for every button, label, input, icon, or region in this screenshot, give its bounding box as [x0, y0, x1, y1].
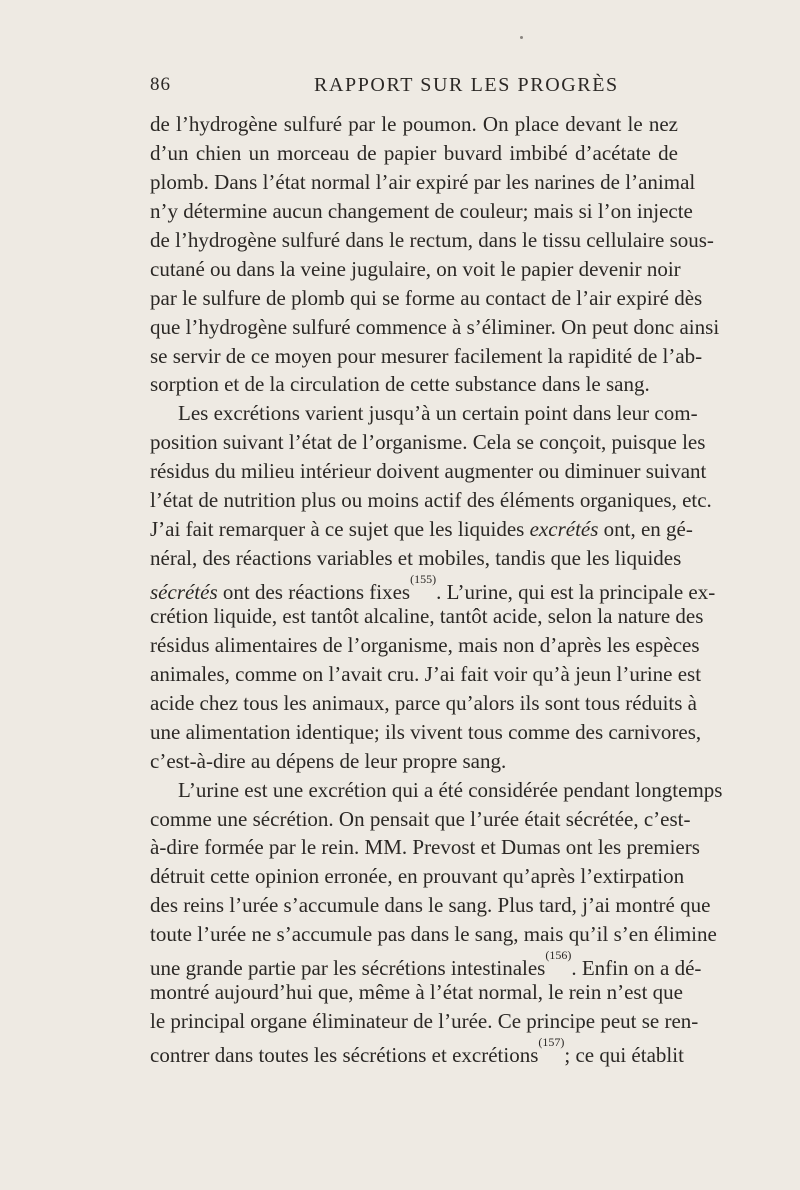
text-line: d’un chien un morceau de papier buvard imbibé d’acétate de: [150, 140, 678, 165]
text-line: position suivant l’état de l’organisme. Cela se conçoit, puisque les: [150, 430, 706, 455]
italic-term: excrétés: [529, 517, 599, 542]
page-number: 86: [150, 74, 171, 95]
paper-speck: [520, 36, 523, 39]
text-segment: ont des réactions fixes: [222, 580, 411, 604]
text-line: [150, 1035, 684, 1067]
text-segment: une grande partie par les sécrétions intestinales: [150, 956, 546, 981]
text-line: l’état de nutrition plus ou moins actif des éléments organiques, etc.: [150, 488, 712, 513]
text-line: [150, 515, 693, 544]
text-segment: J’ai fait remarquer à ce sujet que les liquides: [150, 517, 525, 542]
text-line: résidus alimentaires de l’organisme, mais non d’après les espèces: [150, 632, 700, 657]
text-line: par le sulfure de plomb qui se forme au contact de l’air expiré dès: [150, 285, 703, 310]
text-line: animales, comme on l’avait cru. J’ai fait voir qu’à jeun l’urine est: [150, 661, 702, 686]
text-line: [150, 948, 702, 981]
text-line: acide chez tous les animaux, parce qu’alors ils sont tous réduits à: [150, 690, 698, 715]
text-segment: ; ce qui établit: [564, 1043, 684, 1067]
text-line: de l’hydrogène sulfuré dans le rectum, dans le tissu cellulaire sous-: [150, 227, 714, 252]
text-line: une alimentation identique; ils vivent tous comme des carnivores,: [150, 719, 702, 744]
text-line: se servir de ce moyen pour mesurer facilement la rapidité de l’ab-: [150, 343, 703, 368]
text-line: [150, 572, 716, 604]
text-line: sorption et de la circulation de cette substance dans le sang.: [150, 372, 650, 397]
text-line: comme une sécrétion. On pensait que l’urée était sécrétée, c’est-: [150, 806, 691, 831]
text-line: plomb. Dans l’état normal l’air expiré par les narines de l’animal: [150, 169, 696, 194]
text-line: n’y détermine aucun changement de couleur; mais si l’on injecte: [150, 198, 693, 223]
text-segment: ont, en gé-: [603, 517, 693, 542]
text-line: toute l’urée ne s’accumule pas dans le sang, mais qu’il s’en élimine: [150, 922, 717, 947]
text-segment: contrer dans toutes les sécrétions et excrétions: [150, 1043, 539, 1067]
text-line: Les excrétions varient jusqu’à un certain point dans leur com-: [178, 401, 698, 426]
text-line: le principal organe éliminateur de l’urée. Ce principe peut se ren-: [150, 1009, 699, 1034]
text-segment: . Enfin on a dé-: [571, 956, 702, 981]
footnote-ref: (157): [538, 1035, 565, 1049]
text-segment: . L’urine, qui est la principale ex-: [436, 580, 716, 604]
text-line: que l’hydrogène sulfuré commence à s’éliminer. On peut donc ainsi: [150, 314, 720, 339]
text-line: détruit cette opinion erronée, en prouvant qu’après l’extirpation: [150, 864, 685, 889]
text-line: L’urine est une excrétion qui a été considérée pendant longtemps: [178, 777, 723, 802]
running-title: RAPPORT SUR LES PROGRÈS: [314, 74, 619, 96]
text-line: à-dire formée par le rein. MM. Prevost et Dumas ont les premiers: [150, 835, 700, 860]
text-line: crétion liquide, est tantôt alcaline, tantôt acide, selon la nature des: [150, 603, 704, 628]
text-line: néral, des réactions variables et mobiles, tandis que les liquides: [150, 546, 682, 571]
text-line: cutané ou dans la veine jugulaire, on voit le papier devenir noir: [150, 256, 681, 281]
text-line: résidus du milieu intérieur doivent augmenter ou diminuer suivant: [150, 459, 707, 484]
text-line: de l’hydrogène sulfuré par le poumon. On place devant le nez: [150, 112, 678, 136]
page-header: [150, 74, 678, 102]
text-line: c’est-à-dire au dépens de leur propre sang.: [150, 748, 507, 773]
text-line: des reins l’urée s’accumule dans le sang. Plus tard, j’ai montré que: [150, 893, 711, 918]
text-line: montré aujourd’hui que, même à l’état normal, le rein n’est que: [150, 980, 683, 1005]
footnote-ref: (155): [410, 572, 437, 586]
footnote-ref: (156): [545, 948, 572, 963]
body-text: [150, 110, 723, 1067]
italic-term: sécrétés: [150, 580, 218, 604]
